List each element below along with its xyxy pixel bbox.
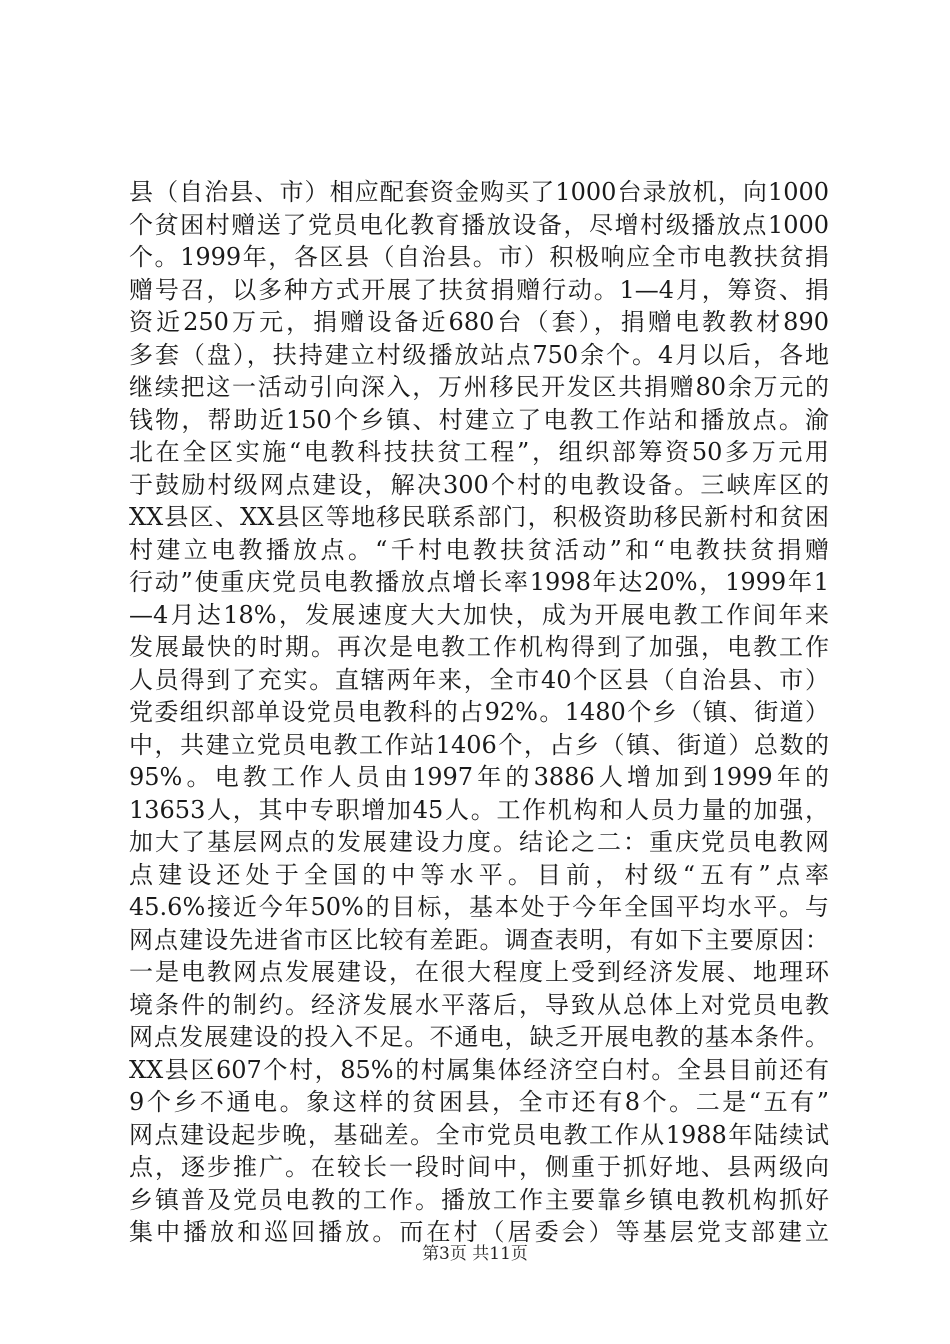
text-line: 中，共建立党员电教工作站1406个，占乡（镇、街道）总数的 (129, 730, 829, 759)
text-line: 行动”使重庆党员电教播放点增长率1998年达20%，1999年1 (129, 568, 829, 596)
text-line: 钱物，帮助近150个乡镇、村建立了电教工作站和播放点。渝 (129, 405, 829, 434)
text-line: 加大了基层网点的发展建设力度。结论之二：重庆党员电教网 (129, 828, 829, 856)
text-line: 网点建设起步晚，基础差。全市党员电教工作从1988年陆续试 (129, 1120, 829, 1149)
text-line: 北在全区实施“电教科技扶贫工程”，组织部筹资50多万元用 (129, 438, 829, 466)
text-line: 网点建设先进省市区比较有差距。调查表明，有如下主要原因： (129, 925, 829, 954)
body-text (129, 176, 829, 1249)
text-line: 资近250万元，捐赠设备近680台（套），捐赠电教教材890 (129, 308, 829, 336)
text-line: 村建立电教播放点。“千村电教扶贫活动”和“电教扶贫捐赠 (129, 535, 829, 564)
text-line: XX县区、XX县区等地移民联系部门，积极资助移民新村和贫困 (129, 503, 829, 531)
text-line: 继续把这一活动引向深入，万州移民开发区共捐赠80余万元的 (129, 373, 829, 401)
text-line: 党委组织部单设党员电教科的占92%。1480个乡（镇、街道） (129, 698, 829, 726)
text-line: 一是电教网点发展建设，在很大程度上受到经济发展、地理环 (129, 958, 829, 986)
text-line: 网点发展建设的投入不足。不通电，缺乏开展电教的基本条件。 (129, 1023, 829, 1051)
text-line: 45.6%接近今年50%的目标，基本处于今年全国平均水平。与 (129, 893, 829, 921)
text-line: 乡镇普及党员电教的工作。播放工作主要靠乡镇电教机构抓好 (129, 1185, 829, 1214)
text-line: 人员得到了充实。直辖两年来，全市40个区县（自治县、市） (129, 665, 829, 694)
text-line: 个。1999年，各区县（自治县。市）积极响应全市电教扶贫捐 (129, 243, 829, 271)
text-line: 9个乡不通电。象这样的贫困县，全市还有8个。二是“五有” (129, 1088, 829, 1116)
text-line: —4月达18%，发展速度大大加快，成为开展电教工作间年来 (129, 600, 829, 629)
text-line: XX县区607个村，85%的村属集体经济空白村。全县目前还有 (129, 1055, 829, 1084)
page-footer: 第3页 共11页 (422, 1244, 528, 1264)
text-line: 点建设还处于全国的中等水平。目前，村级“五有”点率 (129, 860, 829, 889)
text-line: 13653人，其中专职增加45人。工作机构和人员力量的加强， (129, 795, 829, 824)
text-line: 境条件的制约。经济发展水平落后，导致从总体上对党员电教 (129, 990, 829, 1019)
text-line: 个贫困村赠送了党员电化教育播放设备，尽增村级播放点1000 (129, 210, 829, 239)
text-line: 点，逐步推广。在较长一段时间中，侧重于抓好地、县两级向 (129, 1153, 829, 1181)
text-line: 95%。电教工作人员由1997年的3886人增加到1999年的 (129, 763, 829, 791)
text-line: 集中播放和巡回播放。而在村（居委会）等基层党支部建立 (129, 1218, 829, 1246)
text-line: 赠号召，以多种方式开展了扶贫捐赠行动。1—4月，筹资、捐 (129, 275, 829, 304)
text-line: 发展最快的时期。再次是电教工作机构得到了加强，电教工作 (129, 633, 829, 661)
text-line: 于鼓励村级网点建设，解决300个村的电教设备。三峡库区的 (129, 470, 829, 499)
text-line: 县（自治县、市）相应配套资金购买了1000台录放机，向1000 (129, 178, 829, 206)
text-line: 多套（盘），扶持建立村级播放站点750余个。4月以后，各地 (129, 340, 829, 369)
